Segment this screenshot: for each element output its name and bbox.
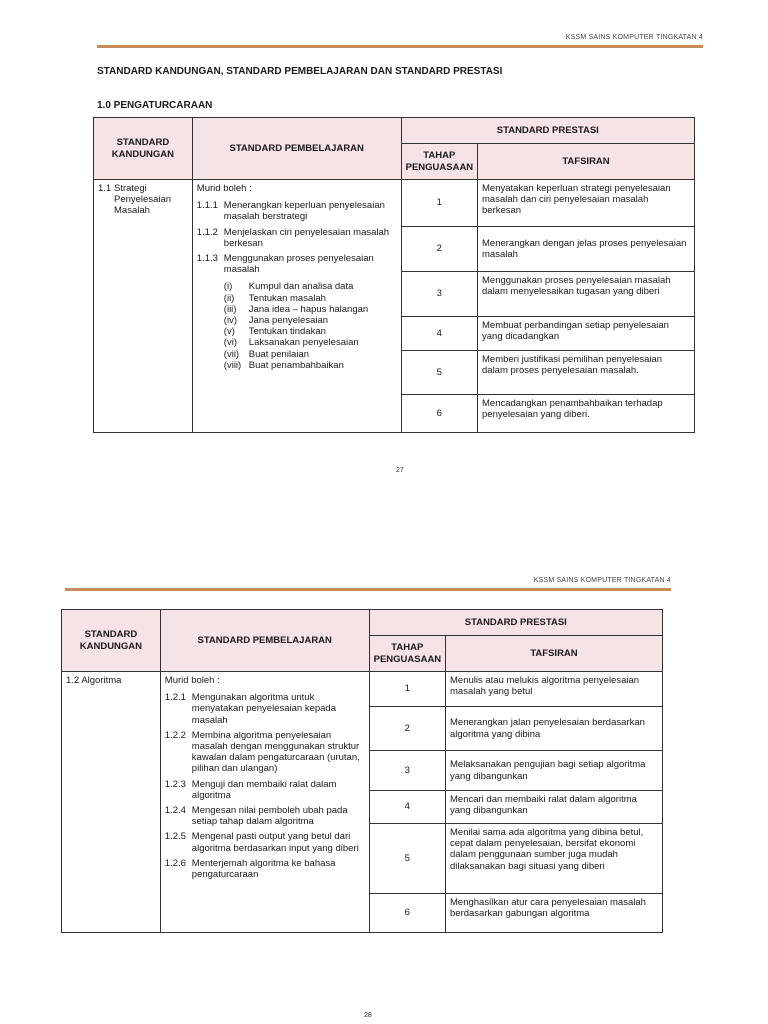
sub-item: (vi) Laksanakan penyelesaian [223,337,359,349]
header-rule [97,45,703,48]
header-standard-kandungan: STANDARD KANDUNGAN [62,610,161,672]
header-standard-prestasi: STANDARD PRESTASI [401,118,694,144]
tafsiran-cell: Menghasilkan atur cara penyelesaian masalah berdasarkan gabungan algoritma [446,894,663,933]
running-head: KSSM SAINS KOMPUTER TINGKATAN 4 [533,577,671,584]
standard-kandungan-cell: 1.1 Strategi Penyelesaian Masalah [94,180,193,433]
list-item: 1.2.4 Mengesan nilai pemboleh ubah pada setiap tahap dalam algoritma [164,805,348,828]
page-number: 28 [364,1012,372,1019]
standards-table [61,609,663,933]
tahap-cell: 5 [401,351,477,395]
tahap-cell: 3 [401,272,477,317]
list-item: 1.2.3 Menguji dan membaiki ralat dalam algoritma [164,778,337,801]
header-standard-prestasi: STANDARD PRESTASI [369,610,662,636]
sub-list [224,281,397,371]
tahap-cell: 3 [369,751,445,791]
tahap-cell: 5 [369,824,445,894]
sub-item: (vii) Buat penilaian [223,348,310,360]
header-standard-pembelajaran: STANDARD PEMBELAJARAN [192,118,401,180]
list-item: 1.1.1 Menerangkan keperluan penyelesaian masalah berstrategi [196,200,385,223]
tahap-cell: 6 [369,894,445,933]
sub-item: (ii) Tentukan masalah [223,292,326,304]
section-title: STANDARD KANDUNGAN, STANDARD PEMBELAJARAN DAN STANDARD PRESTASI [97,66,503,77]
tafsiran-cell: Melaksanakan pengujian bagi setiap algoritma yang dibangunkan [446,751,663,791]
header-standard-kandungan: STANDARD KANDUNGAN [94,118,193,180]
standards-table [93,117,695,433]
standard-pembelajaran-cell [192,180,401,433]
list-item: 1.1.3 Menggunakan proses penyelesaian masalah [196,253,374,276]
tahap-cell: 1 [369,672,445,707]
page-27 [0,0,768,490]
header-standard-pembelajaran: STANDARD PEMBELAJARAN [160,610,369,672]
list-item: 1.1.2 Menjelaskan ciri penyelesaian masalah berkesan [196,226,390,249]
sub-item: (iv) Jana penyelesaian [223,315,329,327]
tafsiran-cell: Menggunakan proses penyelesaian masalah dalam menyelesaikan tugasan yang diberi [478,272,695,317]
section-subtitle: 1.0 PENGATURCARAAN [97,100,213,111]
tahap-cell: 6 [401,395,477,433]
tafsiran-cell: Memberi justifikasi pemilihan penyelesaian dalam proses penyelesaian masalah. [478,351,695,395]
list-item: 1.2.1 Mengunakan algoritma untuk menyatakan penyelesaian kepada masalah [164,692,336,726]
tafsiran-cell: Menerangkan jalan penyelesaian berdasarkan algoritma yang dibina [446,707,663,751]
sub-item: (iii) Jana idea – hapus halangan [223,303,369,315]
tahap-cell: 2 [369,707,445,751]
header-tahap-penguasaan: TAHAP PENGUASAAN [369,636,445,672]
header-tafsiran: TAFSIRAN [478,144,695,180]
sub-item: (viii) Buat penambahbaikan [223,359,344,371]
page-number: 27 [396,467,404,474]
tafsiran-cell: Menulis atau melukis algoritma penyelesaian masalah yang betul [446,672,663,707]
tahap-cell: 1 [401,180,477,227]
list-item: 1.2.6 Menterjemah algoritma ke bahasa pengaturcaraan [164,857,336,881]
header-tafsiran: TAFSIRAN [446,636,663,672]
tahap-cell: 2 [401,227,477,272]
tafsiran-cell: Mencari dan membaiki ralat dalam algoritma yang dibangunkan [446,791,663,824]
list-item: 1.2.2 Membina algoritma penyelesaian masalah dengan menggunakan struktur kawalan dalam pengaturcaraan (urutan, pilihan dan ulangan) [164,729,360,775]
tafsiran-cell: Mencadangkan penambahbaikan terhadap penyelesaian yang diberi. [478,395,695,433]
murid-boleh: Murid boleh : [164,675,220,686]
standard-pembelajaran-cell [160,672,369,933]
tahap-cell: 4 [401,317,477,351]
page-28 [0,560,768,1024]
tahap-cell: 4 [369,791,445,824]
sub-item: (i) Kumpul dan analisa data [223,281,354,293]
header-tahap-penguasaan: TAHAP PENGUASAAN [401,144,477,180]
tafsiran-cell: Menerangkan dengan jelas proses penyelesaian masalah [478,227,695,272]
tafsiran-cell: Menilai sama ada algoritma yang dibina betul, cepat dalam penyelesaian, bersifat ekonomi dalam penggunaan sumber juga mudah dilaksanakan bagi situasi yang diberi [446,824,663,894]
running-head: KSSM SAINS KOMPUTER TINGKATAN 4 [565,34,703,41]
list-item: 1.2.5 Mengenal pasti output yang betul dari algoritma berdasarkan input yang diberi [164,831,359,854]
sub-item: (v) Tentukan tindakan [223,326,326,338]
murid-boleh: Murid boleh : [196,183,252,194]
tafsiran-cell: Membuat perbandingan setiap penyelesaian yang dicadangkan [478,317,695,351]
tafsiran-cell: Menyatakan keperluan strategi penyelesaian masalah dan ciri penyelesaian masalah berkesan [478,180,695,227]
standard-kandungan-cell: 1.2 Algoritma [62,672,161,933]
header-rule [65,588,671,591]
